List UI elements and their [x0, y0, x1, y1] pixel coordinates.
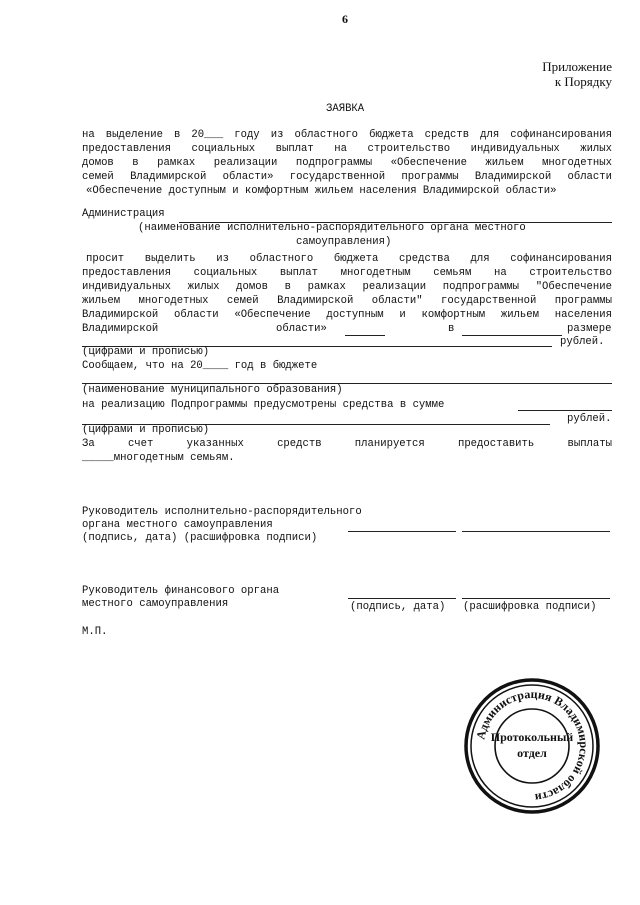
head2-caption-name: (расшифровка подписи) — [463, 601, 597, 613]
rubles-label: рублей. — [560, 336, 605, 348]
plan-line-1: За счет указанных средств планируется предоставить выплаты — [82, 438, 612, 450]
head1-name-field[interactable] — [462, 531, 610, 532]
intro-line-1: на выделение в 20___ году из областного бюджета средств для софинансирования — [82, 129, 612, 141]
inform-text: Сообщаем, что на 20____ год в бюджете — [82, 360, 318, 372]
request-line-4: жильем многодетных семей Владимирской области" государственной программы — [82, 295, 612, 307]
request-last-a: Владимирской — [82, 323, 159, 335]
request-last-d: размере — [567, 323, 612, 335]
annex-line-1: Приложение — [542, 59, 612, 74]
request-recipient-field[interactable] — [462, 335, 562, 336]
head1-line-2: органа местного самоуправления — [82, 519, 273, 531]
seal-center-line-2: отдел — [517, 746, 547, 760]
request-line-3: индивидуальных жилых домов в рамках реализации подпрограммы "Обеспечение — [82, 281, 612, 293]
rubles-label-2: рублей. — [567, 413, 612, 425]
head1-signature-field[interactable] — [348, 531, 456, 532]
page-number: 6 — [342, 12, 348, 26]
head1-line-1: Руководитель исполнительно-распорядительного — [82, 506, 362, 518]
program-sum-field-1[interactable] — [518, 410, 612, 411]
official-seal — [462, 676, 602, 816]
intro-line-2: предоставления социальных выплат на строительство индивидуальных жилых — [82, 143, 612, 155]
amount-caption: (цифрами и прописью) — [82, 346, 210, 358]
admin-caption-2: самоуправления) — [296, 236, 392, 248]
admin-caption-1: (наименование исполнительно-распорядительного органа местного — [138, 222, 526, 234]
document-title: ЗАЯВКА — [326, 103, 365, 115]
request-line-2: предоставления социальных выплат многодетным семьям на строительство — [82, 267, 612, 279]
head2-signature-field[interactable] — [348, 598, 456, 599]
intro-line-5: «Обеспечение доступным и комфортным жильем населения Владимирской области» — [86, 185, 557, 197]
intro-line-3: домов в рамках реализации подпрограммы «Обеспечение жильем многодетных — [82, 157, 612, 169]
request-last-b: области» — [276, 323, 327, 335]
municipality-caption: (наименование муниципального образования) — [82, 384, 343, 396]
annex-line-2: к Порядку — [554, 74, 612, 89]
intro-line-4: семей Владимирской области» государственной программы Владимирской области — [82, 171, 612, 183]
request-line-1: просит выделить из областного бюджета средства для софинансирования — [86, 253, 612, 265]
seal-center-line-1: Протокольный — [490, 730, 574, 744]
amount-caption-2: (цифрами и прописью) — [82, 424, 210, 436]
request-last-c: в — [448, 323, 455, 335]
request-date-field[interactable] — [345, 335, 385, 336]
program-sum-text: на реализацию Подпрограммы предусмотрены средства в сумме — [82, 399, 445, 411]
head1-caption: (подпись, дата) (расшифровка подписи) — [82, 532, 318, 544]
head2-line-1: Руководитель финансового органа — [82, 585, 280, 597]
plan-line-2: _____многодетным семьям. — [82, 452, 235, 464]
head2-caption-sign: (подпись, дата) — [350, 601, 446, 613]
head2-name-field[interactable] — [462, 598, 610, 599]
stamp-place-label: М.П. — [82, 626, 108, 638]
seal-ring-text: Администрация Владимирской области — [473, 686, 592, 805]
request-line-5: Владимирской области «Обеспечение доступным и комфортным жильем населения — [82, 309, 612, 321]
admin-label: Администрация — [82, 208, 165, 220]
head2-line-2: местного самоуправления — [82, 598, 229, 610]
